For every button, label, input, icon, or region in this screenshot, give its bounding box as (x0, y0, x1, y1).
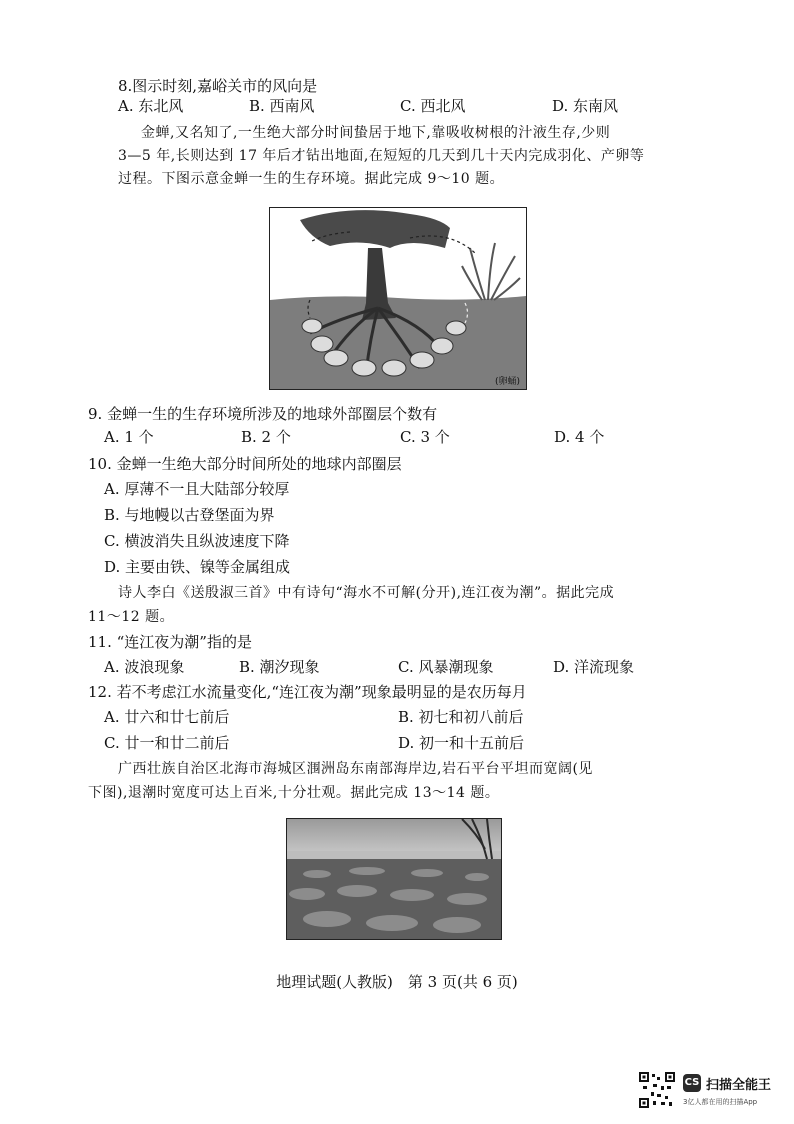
passage1-line-2: 3—5 年,长则达到 17 年后才钻出地面,在短短的几天到几十天内完成羽化、产卵等 (118, 148, 645, 164)
figure-label: (卵蛹) (494, 377, 520, 387)
passage1-line-3: 过程。下图示意金蝉一生的生存环境。据此完成 9～10 题。 (118, 171, 505, 187)
passage3-line-1: 广西壮族自治区北海市海城区涠洲岛东南部海岸边,岩石平台平坦而宽阔(见 (118, 761, 593, 777)
q12-option-d: D. 初一和十五前后 (398, 734, 525, 752)
camscanner-name: 扫描全能王 (706, 1078, 772, 1093)
passage3-line-2: 下图),退潮时宽度可达上百米,十分壮观。据此完成 13～14 题。 (88, 785, 500, 801)
q8-option-b: B. 西南风 (249, 97, 315, 115)
q9-option-a: A. 1 个 (104, 428, 154, 446)
q11-option-b: B. 潮汐现象 (239, 658, 320, 676)
passage2-line-1: 诗人李白《送殷淑三首》中有诗句“海水不可解(分开),连江夜为潮”。据此完成 (118, 585, 615, 601)
q12-option-b: B. 初七和初八前后 (398, 708, 524, 726)
q11-option-c: C. 风暴潮现象 (398, 658, 494, 676)
q10-stem: 10. 金蝉一生绝大部分时间所处的地球内部圈层 (88, 455, 402, 473)
q10-option-b: B. 与地幔以古登堡面为界 (104, 506, 275, 524)
q11-stem: 11. “连江夜为潮”指的是 (88, 633, 252, 651)
cicada-environment-drawing (270, 208, 526, 389)
page-footer: 地理试题(人教版) 第 3 页(共 6 页) (276, 973, 518, 991)
camscanner-logo-icon: CS (683, 1074, 701, 1092)
q10-option-a: A. 厚薄不一且大陆部分较厚 (104, 480, 290, 498)
qr-code-icon (639, 1072, 675, 1108)
q9-option-c: C. 3 个 (400, 428, 450, 446)
q9-stem: 9. 金蝉一生的生存环境所涉及的地球外部圈层个数有 (88, 405, 438, 423)
q11-option-a: A. 波浪现象 (104, 658, 185, 676)
cicada-environment-figure (269, 207, 527, 390)
q9-option-b: B. 2 个 (241, 428, 291, 446)
q12-stem: 12. 若不考虑江水流量变化,“连江夜为潮”现象最明显的是农历每月 (88, 683, 527, 701)
q10-option-c: C. 横波消失且纵波速度下降 (104, 532, 290, 550)
q11-option-d: D. 洋流现象 (553, 658, 635, 676)
rock-platform-drawing (287, 819, 501, 939)
rock-platform-photo (286, 818, 502, 940)
q12-option-c: C. 廿一和廿二前后 (104, 734, 230, 752)
camscanner-slogan: 3亿人都在用的扫描App (683, 1098, 758, 1106)
passage1-line-1: 金蝉,又名知了,一生绝大部分时间蛰居于地下,靠吸收树根的汁液生存,少则 (141, 125, 611, 141)
q10-option-d: D. 主要由铁、镍等金属组成 (104, 558, 291, 576)
passage2-line-2: 11～12 题。 (88, 609, 175, 625)
q9-option-d: D. 4 个 (554, 428, 605, 446)
q8-stem: 8.图示时刻,嘉峪关市的风向是 (118, 77, 318, 95)
q8-option-c: C. 西北风 (400, 97, 466, 115)
q8-option-d: D. 东南风 (552, 97, 619, 115)
q8-option-a: A. 东北风 (118, 97, 184, 115)
q12-option-a: A. 廿六和廿七前后 (104, 708, 230, 726)
